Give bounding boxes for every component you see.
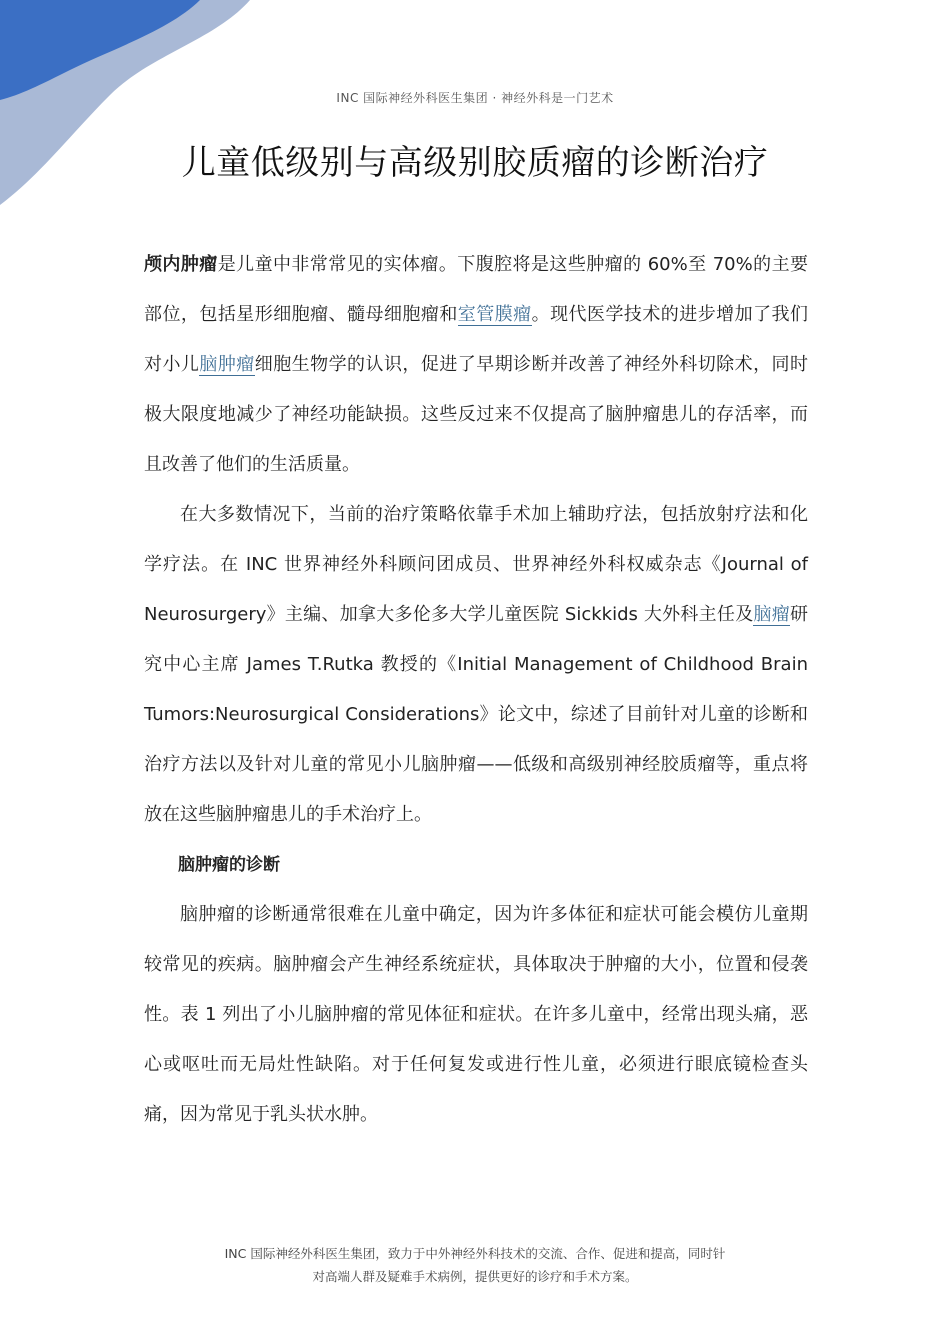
- paragraph-text: 研究中心主席 James T.Rutka 教授的《Initial Management of Childhood Brain Tumors:Neurosurgical Considerations》论文中，综述了目前针对儿童的诊断和治疗方法以及针对儿童的常见小儿脑肿瘤——低级和高级别神经胶质瘤等，重点将放在这些脑肿瘤患儿的手术治疗上。: [144, 604, 809, 825]
- link-ependymoma[interactable]: 室管膜瘤: [457, 304, 532, 325]
- footer-line-2: 对高端人群及疑难手术病例，提供更好的诊疗和手术方案。: [312, 1269, 638, 1284]
- paragraph-treatment: [144, 490, 808, 840]
- page-title: 儿童低级别与高级别胶质瘤的诊断治疗: [181, 143, 769, 183]
- header-tagline: INC 国际神经外科医生集团 · 神经外科是一门艺术: [336, 91, 614, 105]
- bold-term: 颅内肿瘤: [144, 254, 218, 275]
- paragraph-text: 在大多数情况下，当前的治疗策略依靠手术加上辅助疗法，包括放射疗法和化学疗法。在 INC 世界神经外科顾问团成员、世界神经外科权威杂志《Journal of Neurosurgery》主编、加拿大多伦多大学儿童医院 Sickkids 大外科主任及: [144, 504, 808, 625]
- article-body: [144, 240, 808, 1140]
- paragraph-text: 脑肿瘤的诊断通常很难在儿童中确定，因为许多体征和症状可能会模仿儿童期较常见的疾病。脑肿瘤会产生神经系统症状，具体取决于肿瘤的大小，位置和侵袭性。表 1 列出了小儿脑肿瘤的常见体征和症状。在许多儿童中，经常出现头痛，恶心或呕吐而无局灶性缺陷。对于任何复发或进行性儿童，必须进行眼底镜检查头痛，因为常见于乳头状水肿。: [144, 904, 808, 1125]
- paragraph-diagnosis: [144, 890, 808, 1140]
- link-brain-tumor-2[interactable]: 脑瘤: [753, 604, 791, 625]
- link-brain-tumor[interactable]: 脑肿瘤: [199, 354, 255, 375]
- paragraph-intro: [144, 240, 808, 490]
- paragraph-text: 是儿童中非常常见的实体瘤。下腹腔将是这些肿瘤的 60%至 70%的主要部位，包括星形细胞瘤、髓母细胞瘤和: [144, 254, 808, 325]
- paragraph-text: 细胞生物学的认识，促进了早期诊断并改善了神经外科切除术，同时极大限度地减少了神经功能缺损。这些反过来不仅提高了脑肿瘤患儿的存活率，而且改善了他们的生活质量。: [144, 354, 809, 475]
- corner-decoration: [0, 0, 260, 220]
- footer-line-1: INC 国际神经外科医生集团，致力于中外神经外科技术的交流、合作、促进和提高，同时针: [224, 1246, 726, 1261]
- paragraph-text: 。现代医学技术的进步增加了我们对小儿: [144, 304, 809, 375]
- section-heading: 脑肿瘤的诊断: [178, 855, 280, 875]
- footer: [0, 1242, 950, 1288]
